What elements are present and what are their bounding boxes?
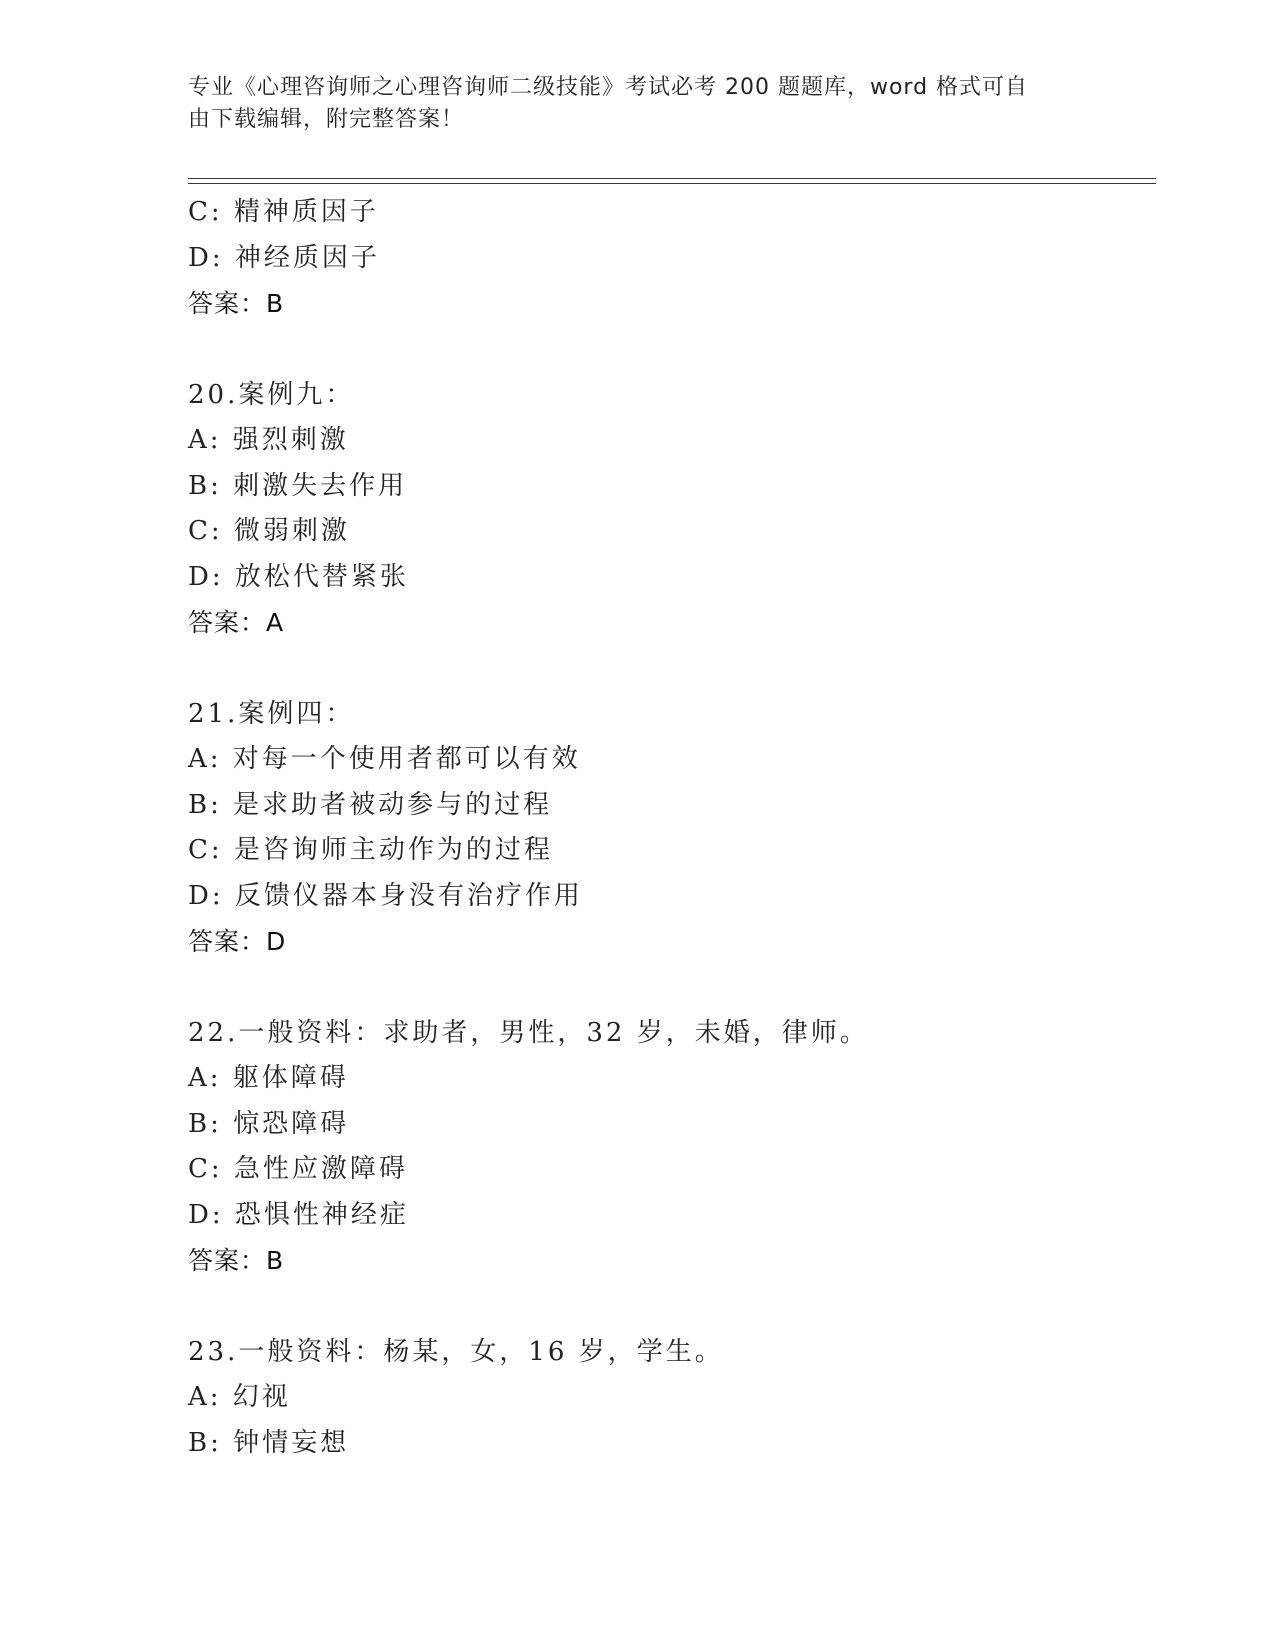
question-stem: 20.案例九： [188, 379, 355, 410]
option-c: C: 精神质因子 [188, 197, 379, 227]
question-stem: 21.案例四： [188, 698, 355, 729]
header-divider-bottom [188, 183, 1156, 184]
document-header [188, 72, 1068, 136]
spacer [188, 327, 1156, 373]
header-divider-top [188, 178, 1156, 179]
option-a: A: 对每一个使用者都可以有效 [188, 744, 581, 774]
answer-line: 答案：B [188, 289, 285, 318]
option-b: B: 刺激失去作用 [188, 470, 408, 501]
option-d: D: 放松代替紧张 [188, 561, 409, 592]
header-line-2: 由下载编辑，附完整答案！ [188, 107, 465, 132]
option-c: C: 急性应激障碍 [188, 1154, 408, 1184]
spacer [188, 965, 1156, 1011]
option-a: A: 躯体障碍 [188, 1063, 349, 1093]
option-d: D: 反馈仪器本身没有治疗作用 [188, 880, 583, 911]
question-21 [188, 692, 1156, 965]
option-b: B: 钟情妄想 [188, 1427, 350, 1458]
option-d: D: 神经质因子 [188, 242, 380, 273]
answer-line: 答案：A [188, 608, 285, 637]
option-d: D: 恐惧性神经症 [188, 1199, 409, 1230]
option-c: C: 微弱刺激 [188, 516, 350, 546]
spacer [188, 646, 1156, 692]
option-a: A: 幻视 [188, 1382, 291, 1412]
option-b: B: 是求助者被动参与的过程 [188, 789, 553, 820]
question-19-continued [188, 190, 1156, 327]
option-b: B: 惊恐障碍 [188, 1108, 350, 1139]
spacer [188, 1284, 1156, 1330]
question-stem: 23.一般资料：杨某，女，16 岁，学生。 [188, 1336, 724, 1367]
question-22 [188, 1011, 1156, 1284]
header-line-1: 专业《心理咨询师之心理咨询师二级技能》考试必考 200 题题库，word 格式可自 [188, 75, 1029, 100]
option-c: C: 是咨询师主动作为的过程 [188, 835, 553, 865]
question-23 [188, 1330, 1156, 1467]
question-20 [188, 373, 1156, 646]
answer-line: 答案：B [188, 1246, 285, 1275]
option-a: A: 强烈刺激 [188, 425, 349, 455]
question-list [188, 190, 1156, 1466]
question-stem: 22.一般资料：求助者，男性，32 岁，未婚，律师。 [188, 1017, 869, 1048]
answer-line: 答案：D [188, 927, 287, 956]
